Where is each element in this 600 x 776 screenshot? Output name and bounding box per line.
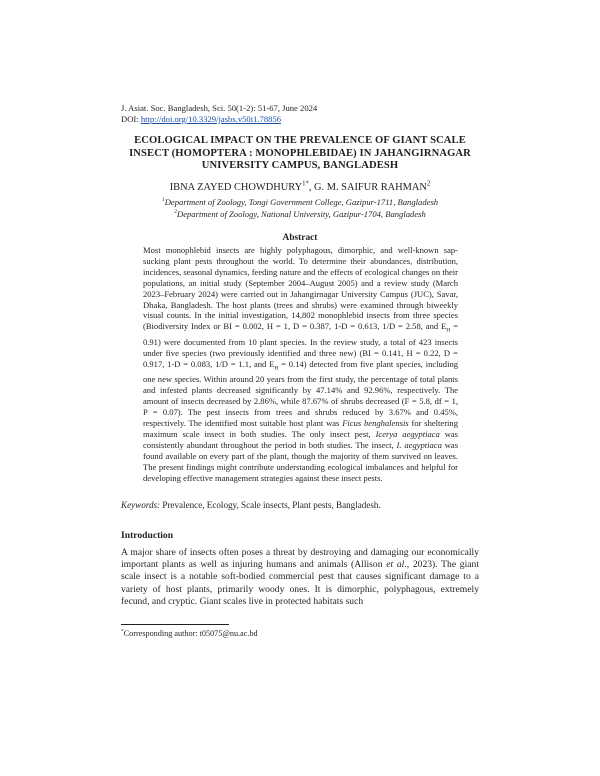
abstract-text: 0.141, H = 0.22, D = 0.917, 1-D = 0.083, 1/D = 1.1, and E bbox=[143, 347, 458, 369]
evenness-subscript: H bbox=[274, 365, 279, 372]
title-line-3: UNIVERSITY CAMPUS, BANGLADESH bbox=[201, 160, 399, 171]
abstract-text: these insect pests. bbox=[321, 472, 383, 483]
abstract-text: for sheltering maximum scale insect in both studies. The only insect bbox=[143, 418, 458, 439]
evenness-subscript: H bbox=[446, 328, 451, 335]
abstract-text: was consistently abundant throughout the period in both studies. bbox=[143, 428, 459, 450]
citation-et-al: et al bbox=[386, 559, 405, 571]
intro-text: polyphagous, extremely fecund, and cryptic. Giant scales live in protected habitats such bbox=[121, 583, 479, 607]
journal-header bbox=[121, 103, 317, 124]
affiliation-1-text: Department of Zoology, Tongi Government College, Gazipur-1711, Bangladesh bbox=[164, 197, 439, 207]
abstract-text: 92.96%, respectively. The amount of insects decreased by 2.86%, while 87.67% of bbox=[143, 385, 459, 407]
abstract-text: percentage of total plants and infested plants decreased significantly by 47.14% and bbox=[143, 374, 458, 396]
footnote-text: Corresponding author: t05075@nu.ac.bd bbox=[123, 629, 258, 638]
author-2-mark: 2 bbox=[426, 180, 431, 188]
abstract-text: The insect, bbox=[355, 439, 394, 450]
title-line-2: INSECT (HOMOPTERA : MONOPHLEBIDAE) IN JAHANGIRNAGAR bbox=[129, 147, 471, 159]
affiliation-2 bbox=[120, 209, 480, 219]
abstract-heading: Abstract bbox=[282, 233, 318, 243]
intro-text: A major share of insects often poses a threat by destroying and damaging our bbox=[121, 547, 425, 558]
abstract-text: their populations, an initial study (September 2004–August 2005) and a review study bbox=[143, 266, 458, 288]
abstract-text: = 2.58, and E bbox=[398, 321, 447, 332]
paper-title bbox=[120, 135, 480, 173]
author-1: IBNA ZAYED CHOWDHURY bbox=[169, 182, 303, 193]
journal-citation: J. Asiat. Soc. Bangladesh, Sci. 50(1-2): 51-67, June 2024 bbox=[121, 103, 318, 113]
abstract-text: through biweekly visual counts. In the initial investigation, 14,802 monophlebid insects bbox=[143, 299, 459, 321]
abstract-text: = 0.14) detected from five bbox=[278, 358, 374, 369]
author-2: G. M. SAIFUR RAHMAN bbox=[314, 182, 427, 193]
abstract-text: = 0.91) were documented from 10 plant species. In the review study, a bbox=[143, 321, 459, 347]
footnote-divider bbox=[121, 624, 229, 625]
affiliation-1-mark: 1 bbox=[161, 197, 165, 204]
keywords bbox=[121, 500, 481, 510]
abstract-text: (JUC), Savar, Dhaka, Bangladesh. The host plants (trees and shrubs) were examined bbox=[143, 288, 459, 310]
introduction-body: A major share of insects often poses a threat by destroying and damaging our economically important plants as well as injuring humans and animals (Allison et al., 2023). The giant scale insect is a notable soft-bodied commercial pest that causes significant damage to a variety of host plants, primarily woody ones. It is dimorphic, polyphagous, extremely fecund, and cryptic. Giant scales live in protected habitats such bbox=[121, 547, 479, 607]
abstract-text: incidences, seasonal dynamics, feeding nature and the effects of ecological changes on bbox=[143, 266, 441, 277]
species-name: I. aegyptiaca bbox=[396, 439, 442, 450]
keywords-label: Keywords: bbox=[121, 500, 161, 510]
abstract-text: pest, bbox=[354, 428, 371, 439]
abstract-text: reduced by 3.67% and 0.45%, respectively. The identified most suitable host plant was bbox=[143, 407, 459, 428]
author-list bbox=[120, 182, 480, 193]
doi-link[interactable]: http://doi.org/10.3329/jasbs.v50i1.78856 bbox=[140, 113, 282, 124]
intro-text: significant damage to a variety of host plants, primarily woody ones. It is dimorphic, bbox=[121, 571, 479, 595]
intro-text: 2023). The giant scale insect is a notable soft-bodied commercial pest that causes bbox=[121, 559, 479, 583]
intro-text: . bbox=[404, 559, 407, 571]
introduction-heading: Introduction bbox=[121, 530, 174, 541]
abstract-text: was found available on every part of the plant, though the bbox=[143, 439, 459, 461]
author-separator: , bbox=[308, 182, 315, 193]
species-name: Icerya aegyptiaca bbox=[375, 428, 440, 439]
abstract-text: plant species, including one new species. Within around 20 years from the first study, the bbox=[143, 358, 458, 385]
keywords-text: Prevalence, Ecology, Scale insects, Plant pests, Bangladesh. bbox=[160, 500, 381, 510]
doi-label: DOI: bbox=[121, 113, 141, 124]
author-1-mark: 1* bbox=[302, 180, 309, 188]
doi-line bbox=[121, 114, 317, 125]
abstract-text: (March 2023–February 2024) were carried out in Jahangirnagar University Campus bbox=[143, 277, 458, 299]
species-name: Ficus benghalensis bbox=[342, 418, 409, 428]
footnote bbox=[121, 629, 258, 638]
abstract-text: from three species (Biodiversity Index or BI = 0.002, H = 1, D = 0.387, 1-D = 0.613, 1/D bbox=[143, 310, 458, 332]
abstract-text: Most monophlebid insects are highly polyphagous, dimorphic, and well-known sap- bbox=[143, 245, 458, 255]
abstract-text: shrubs decreased (F = 5.8, df = 1, P = 0.07). The pest insects from trees and shrubs bbox=[143, 396, 458, 418]
affiliation-2-text: Department of Zoology, National University, Gazipur-1704, Bangladesh bbox=[176, 209, 426, 219]
affiliation-1 bbox=[120, 197, 480, 207]
abstract-text: total of 423 insects under five species (two previously identified and three new) (BI = bbox=[143, 336, 458, 358]
intro-text: economically important plants as well as injuring humans and animals (Allison bbox=[121, 547, 479, 571]
title-line-1: ECOLOGICAL IMPACT ON THE PREVALENCE OF GIANT SCALE bbox=[134, 135, 466, 146]
footnote-mark: * bbox=[121, 628, 124, 635]
abstract-text: majority of them survived on leaves. The present findings might contribute understanding bbox=[143, 450, 458, 472]
abstract-body bbox=[143, 245, 458, 483]
abstract-text: sucking plant pests throughout the world. To determine their abundances, distribution, bbox=[143, 255, 458, 266]
abstract-text: ecological imbalances and helpful for developing effective management strategies against bbox=[143, 461, 459, 483]
affiliation-2-mark: 2 bbox=[174, 209, 177, 216]
